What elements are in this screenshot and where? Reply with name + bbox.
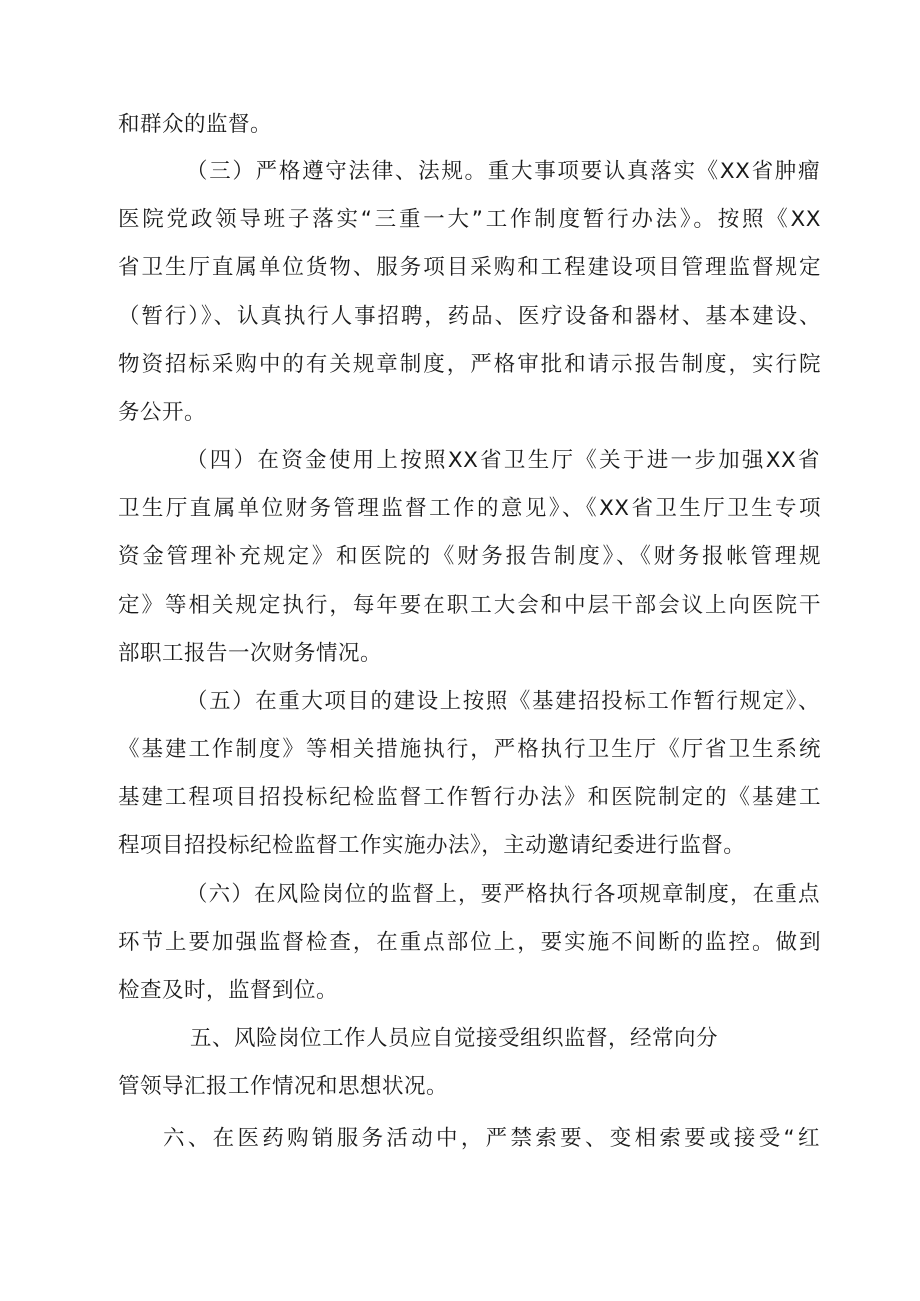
text-line: 医院党政领导班子落实“三重一大”工作制度暂行办法》。按照《XX (118, 207, 821, 232)
text-line: 定》等相关规定执行，每年要在职工大会和中层干部会议上向医院干 (118, 593, 821, 618)
text-line: 《基建工作制度》等相关措施执行，严格执行卫生厅《厅省卫生系统 (118, 737, 821, 762)
text-line: 和群众的监督。 (118, 112, 273, 137)
text-line: 资金管理补充规定》和医院的《财务报告制度》、《财务报帐管理规 (118, 544, 821, 569)
text-line: 五、风险岗位工作人员应自觉接受组织监督，经常向分 (190, 1026, 719, 1051)
text-line: 环节上要加强监督检查，在重点部位上，要实施不间断的监控。做到 (118, 930, 821, 955)
text-line: 部职工报告一次财务情况。 (118, 641, 383, 666)
text-line: 六、在医药购销服务活动中，严禁索要、变相索要或接受“红 (163, 1126, 820, 1151)
text-line: 省卫生厅直属单位货物、服务项目采购和工程建设项目管理监督规定 (118, 255, 821, 280)
text-line: 检查及时，监督到位。 (118, 978, 339, 1003)
text-line: 务公开。 (118, 400, 207, 425)
text-line: （三）严格遵守法律、法规。重大事项要认真落实《XX省肿瘤 (186, 159, 820, 184)
text-line: （五）在重大项目的建设上按照《基建招投标工作暂行规定》、 (186, 689, 820, 714)
text-line: 管领导汇报工作情况和思想状况。 (118, 1074, 449, 1099)
text-line: （四）在资金使用上按照XX省卫生厅《关于进一步加强XX省 (186, 448, 820, 473)
text-line: 卫生厅直属单位财务管理监督工作的意见》、《XX省卫生厅卫生专项 (118, 496, 821, 521)
text-line: 物资招标采购中的有关规章制度，严格审批和请示报告制度，实行院 (118, 352, 821, 377)
text-line: （六）在风险岗位的监督上，要严格执行各项规章制度，在重点 (186, 882, 820, 907)
text-line: 程项目招投标纪检监督工作实施办法》，主动邀请纪委进行监督。 (118, 833, 746, 858)
text-line: 基建工程项目招投标纪检监督工作暂行办法》和医院制定的《基建工 (118, 785, 821, 810)
text-line: （暂行）》、认真执行人事招聘，药品、医疗设备和器材、基本建设、 (118, 304, 821, 329)
